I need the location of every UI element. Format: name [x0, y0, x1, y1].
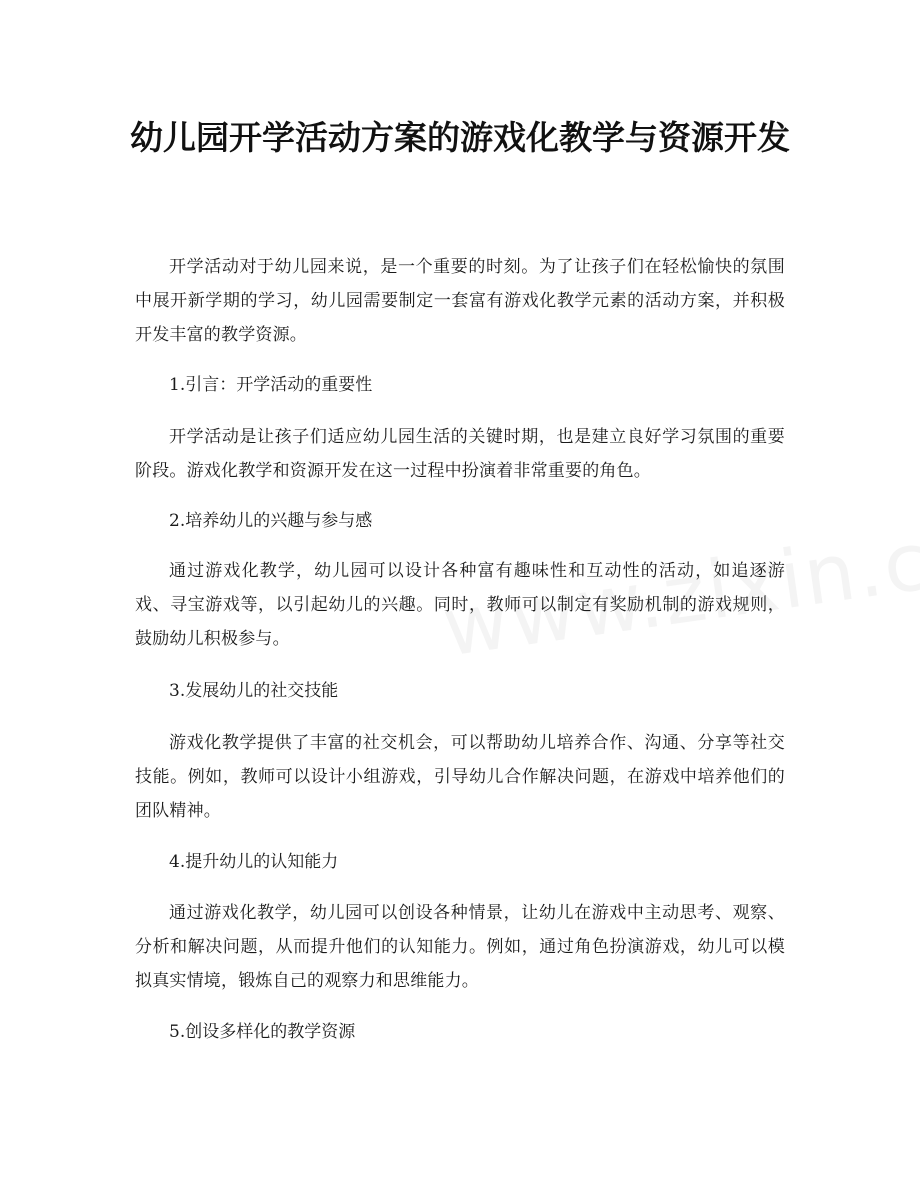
section-body-4: 通过游戏化教学，幼儿园可以创设各种情景，让幼儿在游戏中主动思考、观察、分析和解决问题，从而提升他们的认知能力。例如，通过角色扮演游戏，幼儿可以模拟真实情境，锻炼自己的观察力和思维能力。 — [135, 903, 785, 991]
section-body-3: 游戏化教学提供了丰富的社交机会，可以帮助幼儿培养合作、沟通、分享等社交技能。例如，教师可以设计小组游戏，引导幼儿合作解决问题，在游戏中培养他们的团队精神。 — [135, 733, 785, 821]
section-heading-5: 5.创设多样化的教学资源 — [169, 1022, 356, 1042]
section-heading-4: 4.提升幼儿的认知能力 — [169, 852, 339, 872]
section-body-1: 开学活动是让孩子们适应幼儿园生活的关键时期，也是建立良好学习氛围的重要阶段。游戏化教学和资源开发在这一过程中扮演着非常重要的角色。 — [135, 427, 785, 481]
section-heading-2: 2.培养幼儿的兴趣与参与感 — [169, 511, 373, 531]
section-body-2: 通过游戏化教学，幼儿园可以设计各种富有趣味性和互动性的活动，如追逐游戏、寻宝游戏等，以引起幼儿的兴趣。同时，教师可以制定有奖励机制的游戏规则，鼓励幼儿积极参与。 — [135, 561, 785, 649]
intro-paragraph: 开学活动对于幼儿园来说，是一个重要的时刻。为了让孩子们在轻松愉快的氛围中展开新学期的学习，幼儿园需要制定一套富有游戏化教学元素的活动方案，并积极开发丰富的教学资源。 — [135, 257, 785, 345]
section-heading-1: 1.引言：开学活动的重要性 — [169, 375, 373, 395]
document-title: 幼儿园开学活动方案的游戏化教学与资源开发 — [130, 118, 790, 157]
section-heading-3: 3.发展幼儿的社交技能 — [169, 681, 339, 701]
